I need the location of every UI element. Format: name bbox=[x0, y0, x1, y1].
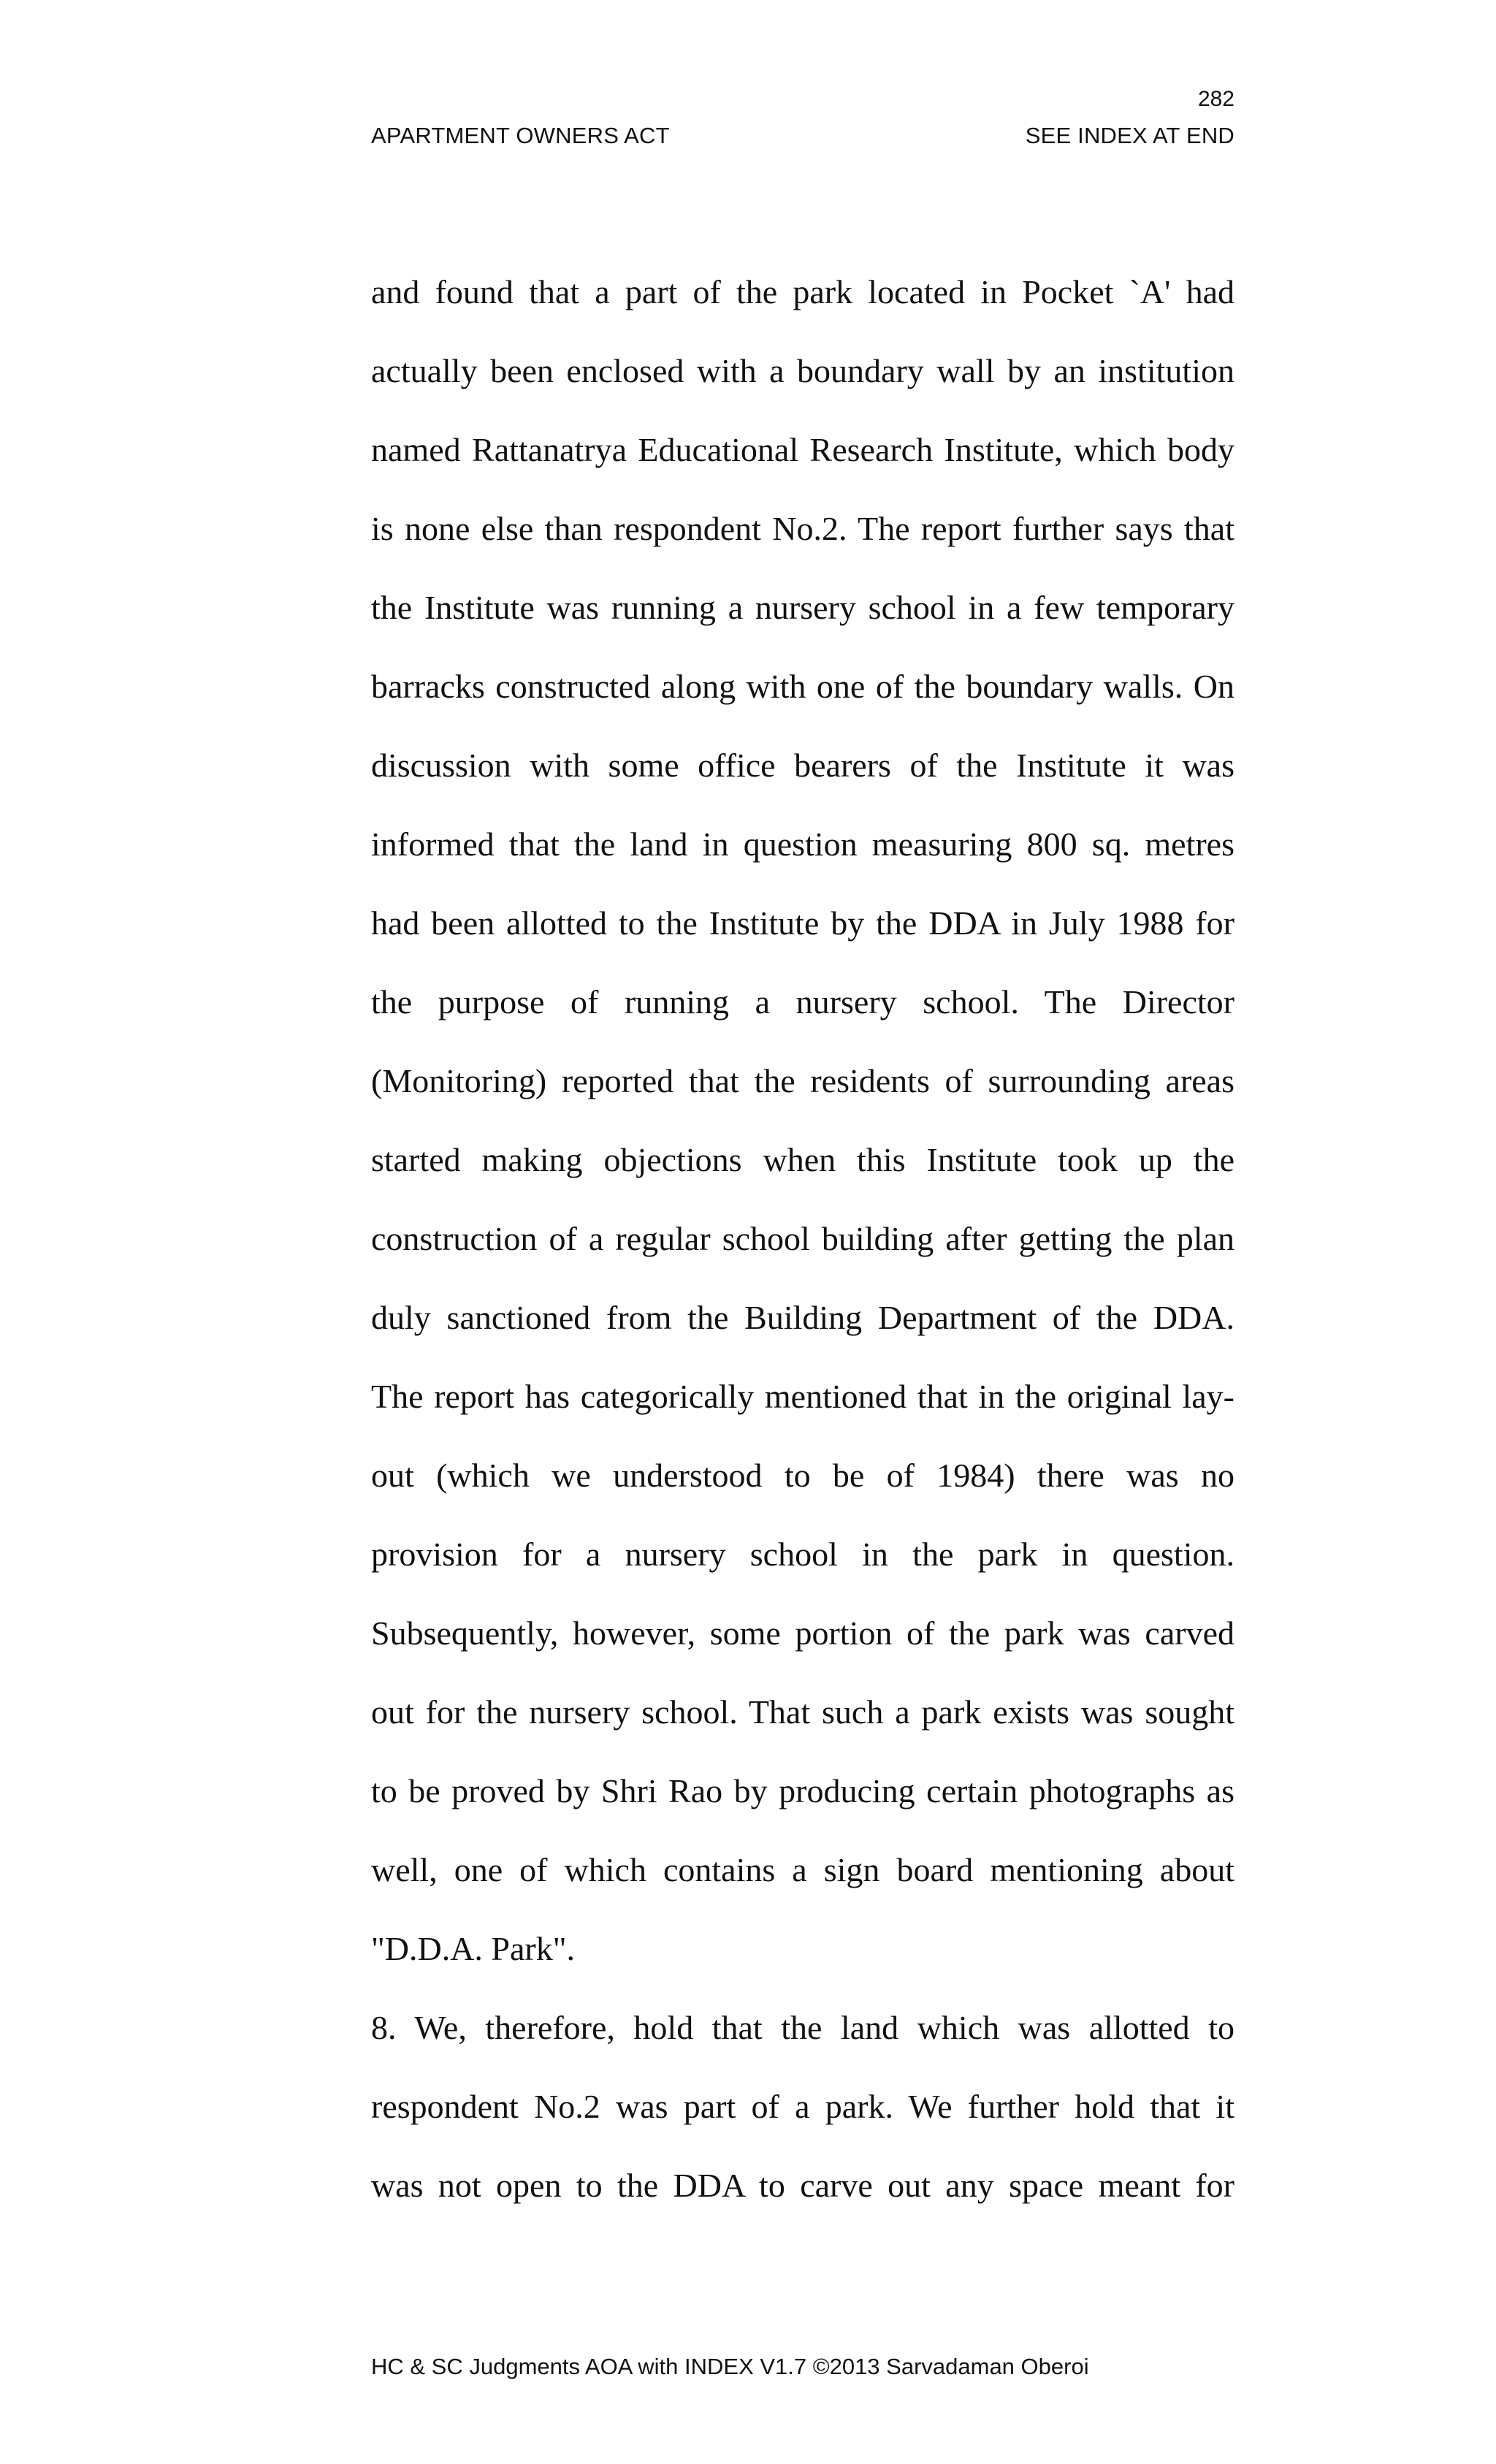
text-line: The report has categorically mentioned that in the original lay- bbox=[371, 1378, 1234, 1415]
text-line: to be proved by Shri Rao by producing certain photographs as bbox=[371, 1772, 1234, 1809]
text-line: informed that the land in question measuring 800 sq. metres bbox=[371, 825, 1234, 863]
text-line: out (which we understood to be of 1984) there was no bbox=[371, 1457, 1234, 1494]
footer-copyright: HC & SC Judgments AOA with INDEX V1.7 ©2013 Sarvadaman Oberoi bbox=[371, 2354, 1089, 2379]
text-line: out for the nursery school. That such a park exists was sought bbox=[371, 1693, 1234, 1731]
text-line: the Institute was running a nursery school in a few temporary bbox=[371, 589, 1234, 626]
text-line: started making objections when this Institute took up the bbox=[371, 1141, 1234, 1178]
text-line: (Monitoring) reported that the residents of surrounding areas bbox=[371, 1062, 1234, 1099]
text-line: had been allotted to the Institute by the DDA in July 1988 for bbox=[371, 904, 1234, 942]
running-header bbox=[371, 120, 1234, 152]
judgment-body-text bbox=[371, 253, 1234, 2225]
text-line: Subsequently, however, some portion of the park was carved bbox=[371, 1614, 1234, 1652]
text-line: barracks constructed along with one of the boundary walls. On bbox=[371, 668, 1234, 705]
text-line: named Rattanatrya Educational Research Institute, which body bbox=[371, 431, 1234, 468]
text-line: respondent No.2 was part of a park. We further hold that it bbox=[371, 2088, 1234, 2125]
text-line: "D.D.A. Park". bbox=[371, 1930, 576, 1967]
header-index-note: SEE INDEX AT END bbox=[1025, 123, 1234, 148]
text-line: and found that a part of the park located in Pocket `A' had bbox=[371, 273, 1234, 310]
text-line: well, one of which contains a sign board mentioning about bbox=[371, 1851, 1234, 1888]
text-line: discussion with some office bearers of the Institute it was bbox=[371, 747, 1234, 784]
text-line: actually been enclosed with a boundary wall by an institution bbox=[371, 352, 1234, 389]
text-line: 8. We, therefore, hold that the land which was allotted to bbox=[371, 2009, 1234, 2046]
header-title: APARTMENT OWNERS ACT bbox=[371, 123, 670, 148]
text-line: construction of a regular school building after getting the plan bbox=[371, 1220, 1234, 1257]
text-line: was not open to the DDA to carve out any space meant for bbox=[371, 2167, 1234, 2204]
page-number: 282 bbox=[1197, 87, 1234, 111]
text-line: the purpose of running a nursery school. The Director bbox=[371, 983, 1234, 1021]
text-line: is none else than respondent No.2. The report further says that bbox=[371, 510, 1234, 547]
text-line: provision for a nursery school in the park in question. bbox=[371, 1536, 1234, 1573]
text-line: duly sanctioned from the Building Department of the DDA. bbox=[371, 1299, 1234, 1336]
